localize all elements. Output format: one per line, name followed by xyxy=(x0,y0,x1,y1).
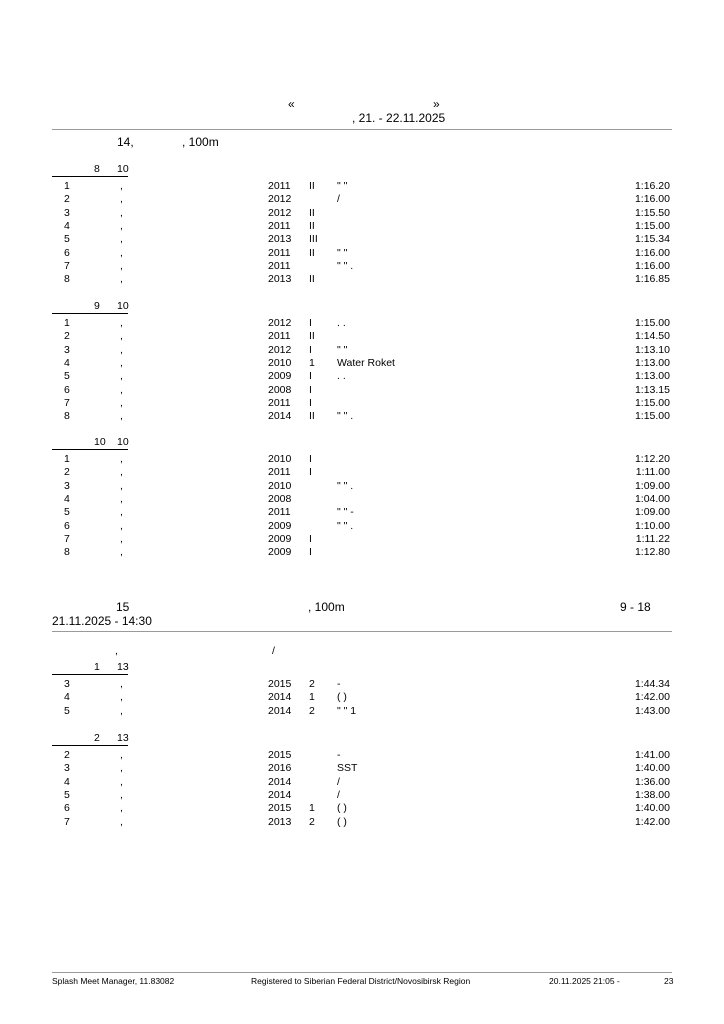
result-row xyxy=(52,776,672,789)
result-place: 4 xyxy=(64,775,70,788)
result-name: , xyxy=(120,519,123,532)
heat-label-number: 2 xyxy=(94,732,100,744)
heat-label-number: 8 xyxy=(94,163,100,175)
result-club: " " . xyxy=(337,479,354,492)
result-entry-time: 1:15.50 xyxy=(634,206,670,219)
heat-underline xyxy=(52,449,128,450)
result-row xyxy=(52,533,672,546)
result-birth-year: 2008 xyxy=(268,492,292,505)
result-rank-class: 1 xyxy=(309,691,315,704)
result-club: " " xyxy=(337,180,348,192)
result-row xyxy=(52,207,672,220)
result-row xyxy=(52,705,672,718)
result-birth-year: 2011 xyxy=(268,466,291,479)
result-club: " " . xyxy=(337,259,354,272)
result-name: , xyxy=(120,396,123,409)
result-rank-class: I xyxy=(309,532,312,545)
result-entry-time: 1:16.85 xyxy=(634,273,670,286)
result-club: - xyxy=(337,749,341,761)
result-place: 3 xyxy=(64,343,70,356)
result-birth-year: 2011 xyxy=(268,180,291,192)
result-place: 7 xyxy=(64,815,70,828)
result-name: , xyxy=(120,370,123,383)
result-rank-class: 2 xyxy=(309,815,315,828)
result-name: , xyxy=(120,466,123,479)
result-place: 4 xyxy=(64,691,70,704)
result-row xyxy=(52,453,672,466)
result-birth-year: 2011 xyxy=(268,396,291,409)
result-rank-class: I xyxy=(309,453,312,465)
result-club: " " . xyxy=(337,519,354,532)
result-place: 6 xyxy=(64,383,70,396)
result-place: 4 xyxy=(64,492,70,505)
event15-sub-comma: , xyxy=(115,645,118,657)
event15-sub-slash: / xyxy=(272,645,275,657)
heat-label-number: 10 xyxy=(94,436,106,448)
result-place: 5 xyxy=(64,370,70,383)
result-name: , xyxy=(120,317,123,329)
result-entry-time: 1:36.00 xyxy=(634,775,670,788)
result-row xyxy=(52,480,672,493)
result-row xyxy=(52,802,672,815)
footer-software: Splash Meet Manager, 11.83082 xyxy=(52,976,175,986)
result-entry-time: 1:16.00 xyxy=(634,193,670,206)
event15-number: 15 xyxy=(116,600,130,614)
result-name: , xyxy=(120,492,123,505)
result-place: 2 xyxy=(64,193,70,206)
result-club: SST xyxy=(337,762,358,775)
result-row xyxy=(52,678,672,691)
heat-label-number: 9 xyxy=(94,300,100,312)
footer-registered: Registered to Siberian Federal District/Novosibirsk Region xyxy=(251,976,471,986)
result-row xyxy=(52,691,672,704)
result-entry-time: 1:13.10 xyxy=(634,343,670,356)
result-birth-year: 2009 xyxy=(268,370,292,383)
result-entry-time: 1:04.00 xyxy=(634,492,670,505)
result-entry-time: 1:13.15 xyxy=(634,383,670,396)
result-row xyxy=(52,506,672,519)
result-club: " " 1 xyxy=(337,704,357,717)
result-entry-time: 1:10.00 xyxy=(634,519,670,532)
result-place: 2 xyxy=(64,330,70,343)
result-row xyxy=(52,273,672,286)
result-entry-time: 1:44.34 xyxy=(634,678,670,690)
result-club: ( ) xyxy=(337,691,347,704)
result-name: , xyxy=(120,219,123,232)
result-row xyxy=(52,193,672,206)
result-entry-time: 1:16.00 xyxy=(634,246,670,259)
result-birth-year: 2010 xyxy=(268,453,292,465)
result-row xyxy=(52,260,672,273)
result-birth-year: 2013 xyxy=(268,815,292,828)
result-place: 8 xyxy=(64,273,70,286)
result-name: , xyxy=(120,532,123,545)
result-row xyxy=(52,233,672,246)
result-entry-time: 1:12.20 xyxy=(634,453,670,465)
result-row xyxy=(52,357,672,370)
result-name: , xyxy=(120,410,123,423)
result-row xyxy=(52,546,672,559)
result-club: / xyxy=(337,775,340,788)
meet-date: , 21. - 22.11.2025 xyxy=(352,111,446,125)
result-club: " " . xyxy=(337,410,354,423)
result-entry-time: 1:13.00 xyxy=(634,356,670,369)
result-row xyxy=(52,493,672,506)
heat-label-total: 13 xyxy=(117,732,129,744)
result-entry-time: 1:43.00 xyxy=(634,704,670,717)
result-entry-time: 1:42.00 xyxy=(634,815,670,828)
result-row xyxy=(52,397,672,410)
result-name: , xyxy=(120,273,123,286)
result-club: " " xyxy=(337,246,348,259)
result-row xyxy=(52,180,672,193)
event15-distance: , 100m xyxy=(308,600,345,614)
event15-age-range: 9 - 18 xyxy=(620,600,651,614)
result-place: 7 xyxy=(64,396,70,409)
result-entry-time: 1:13.00 xyxy=(634,370,670,383)
result-rank-class: II xyxy=(309,330,315,343)
result-birth-year: 2010 xyxy=(268,479,292,492)
heat-label-total: 10 xyxy=(117,436,129,448)
result-entry-time: 1:09.00 xyxy=(634,479,670,492)
result-rank-class: I xyxy=(309,546,312,559)
result-row xyxy=(52,247,672,260)
result-row xyxy=(52,317,672,330)
result-row xyxy=(52,344,672,357)
result-entry-time: 1:09.00 xyxy=(634,506,670,519)
result-place: 3 xyxy=(64,678,70,690)
result-place: 8 xyxy=(64,546,70,559)
result-club: " " xyxy=(337,343,348,356)
result-birth-year: 2011 xyxy=(268,246,291,259)
result-row xyxy=(52,410,672,423)
result-place: 6 xyxy=(64,519,70,532)
result-entry-time: 1:12.80 xyxy=(634,546,670,559)
result-name: , xyxy=(120,180,123,192)
result-birth-year: 2011 xyxy=(268,219,291,232)
result-birth-year: 2014 xyxy=(268,788,292,801)
result-club: - xyxy=(337,678,341,690)
heat-underline xyxy=(52,674,128,675)
result-entry-time: 1:15.00 xyxy=(634,410,670,423)
result-club: / xyxy=(337,193,340,206)
result-place: 3 xyxy=(64,206,70,219)
result-place: 7 xyxy=(64,259,70,272)
result-place: 4 xyxy=(64,219,70,232)
result-name: , xyxy=(120,246,123,259)
result-name: , xyxy=(120,259,123,272)
result-row xyxy=(52,816,672,829)
result-rank-class: I xyxy=(309,317,312,329)
result-rank-class: 2 xyxy=(309,704,315,717)
result-row xyxy=(52,384,672,397)
result-birth-year: 2012 xyxy=(268,193,292,206)
result-entry-time: 1:11.22 xyxy=(635,532,670,545)
result-birth-year: 2009 xyxy=(268,519,292,532)
header-rule xyxy=(52,129,672,130)
result-rank-class: I xyxy=(309,343,312,356)
result-name: , xyxy=(120,479,123,492)
result-name: , xyxy=(120,704,123,717)
result-name: , xyxy=(120,749,123,761)
result-place: 6 xyxy=(64,246,70,259)
result-birth-year: 2011 xyxy=(268,506,291,519)
result-rank-class: II xyxy=(309,410,315,423)
result-entry-time: 1:16.00 xyxy=(634,259,670,272)
result-rank-class: II xyxy=(309,206,315,219)
result-rank-class: II xyxy=(309,246,315,259)
result-rank-class: II xyxy=(309,219,315,232)
heat-underline xyxy=(52,313,128,314)
result-name: , xyxy=(120,506,123,519)
result-name: , xyxy=(120,343,123,356)
result-name: , xyxy=(120,356,123,369)
footer-rule xyxy=(52,972,672,973)
result-place: 8 xyxy=(64,410,70,423)
result-birth-year: 2011 xyxy=(268,259,291,272)
result-rank-class: II xyxy=(309,273,315,286)
result-place: 1 xyxy=(64,180,70,192)
result-club: Water Roket xyxy=(337,356,395,369)
result-birth-year: 2015 xyxy=(268,802,292,815)
result-row xyxy=(52,370,672,383)
result-club: / xyxy=(337,788,340,801)
result-name: , xyxy=(120,788,123,801)
result-name: , xyxy=(120,546,123,559)
event15-datetime: 21.11.2025 - 14:30 xyxy=(52,614,152,628)
result-row xyxy=(52,749,672,762)
result-rank-class: I xyxy=(309,466,312,479)
result-club: . . xyxy=(337,317,346,329)
result-entry-time: 1:15.00 xyxy=(634,396,670,409)
result-row xyxy=(52,330,672,343)
result-place: 2 xyxy=(64,466,70,479)
result-entry-time: 1:16.20 xyxy=(634,180,670,192)
footer-timestamp: 20.11.2025 21:05 - xyxy=(549,976,620,986)
event15-rule xyxy=(52,631,672,632)
result-entry-time: 1:40.00 xyxy=(634,762,670,775)
title-quote-close: » xyxy=(433,97,440,111)
result-rank-class: I xyxy=(309,383,312,396)
result-birth-year: 2009 xyxy=(268,546,292,559)
result-name: , xyxy=(120,206,123,219)
result-entry-time: 1:42.00 xyxy=(634,691,670,704)
result-birth-year: 2011 xyxy=(268,330,291,343)
result-birth-year: 2012 xyxy=(268,206,292,219)
result-place: 1 xyxy=(64,317,70,329)
result-birth-year: 2013 xyxy=(268,273,292,286)
event14-number: 14, xyxy=(117,135,134,149)
result-entry-time: 1:40.00 xyxy=(634,802,670,815)
result-name: , xyxy=(120,383,123,396)
result-name: , xyxy=(120,762,123,775)
result-birth-year: 2015 xyxy=(268,678,292,690)
heat-underline xyxy=(52,176,128,177)
result-rank-class: II xyxy=(309,180,315,192)
result-birth-year: 2013 xyxy=(268,233,292,246)
title-quote-open: « xyxy=(288,97,295,111)
result-name: , xyxy=(120,330,123,343)
result-name: , xyxy=(120,815,123,828)
result-birth-year: 2014 xyxy=(268,410,292,423)
heat-underline xyxy=(52,745,128,746)
result-row xyxy=(52,789,672,802)
result-place: 3 xyxy=(64,479,70,492)
result-rank-class: I xyxy=(309,370,312,383)
result-birth-year: 2014 xyxy=(268,691,292,704)
result-place: 5 xyxy=(64,704,70,717)
result-birth-year: 2014 xyxy=(268,704,292,717)
result-entry-time: 1:41.00 xyxy=(634,749,670,761)
result-row xyxy=(52,220,672,233)
result-birth-year: 2008 xyxy=(268,383,292,396)
result-row xyxy=(52,762,672,775)
result-name: , xyxy=(120,453,123,465)
result-name: , xyxy=(120,691,123,704)
result-club: . . xyxy=(337,370,346,383)
result-place: 1 xyxy=(64,453,70,465)
result-place: 7 xyxy=(64,532,70,545)
result-place: 5 xyxy=(64,233,70,246)
result-entry-time: 1:15.00 xyxy=(634,219,670,232)
result-birth-year: 2009 xyxy=(268,532,292,545)
result-name: , xyxy=(120,775,123,788)
result-birth-year: 2012 xyxy=(268,317,292,329)
result-name: , xyxy=(120,678,123,690)
result-club: ( ) xyxy=(337,802,347,815)
result-place: 4 xyxy=(64,356,70,369)
result-entry-time: 1:11.00 xyxy=(635,466,670,479)
result-name: , xyxy=(120,193,123,206)
result-entry-time: 1:15.34 xyxy=(634,233,670,246)
result-entry-time: 1:15.00 xyxy=(634,317,670,329)
result-place: 5 xyxy=(64,788,70,801)
result-club: ( ) xyxy=(337,815,347,828)
result-row xyxy=(52,466,672,479)
result-row xyxy=(52,520,672,533)
result-club: " " - xyxy=(337,506,354,519)
result-birth-year: 2015 xyxy=(268,749,292,761)
heat-label-number: 1 xyxy=(94,661,100,673)
result-place: 3 xyxy=(64,762,70,775)
result-place: 6 xyxy=(64,802,70,815)
result-birth-year: 2012 xyxy=(268,343,292,356)
result-rank-class: 2 xyxy=(309,678,315,690)
result-rank-class: I xyxy=(309,396,312,409)
result-rank-class: 1 xyxy=(309,802,315,815)
result-entry-time: 1:38.00 xyxy=(634,788,670,801)
result-rank-class: 1 xyxy=(309,356,315,369)
result-entry-time: 1:14.50 xyxy=(634,330,670,343)
result-place: 5 xyxy=(64,506,70,519)
event14-distance: , 100m xyxy=(182,135,219,149)
result-place: 2 xyxy=(64,749,70,761)
heat-label-total: 10 xyxy=(117,163,129,175)
result-birth-year: 2014 xyxy=(268,775,292,788)
result-birth-year: 2016 xyxy=(268,762,292,775)
result-rank-class: III xyxy=(309,233,318,246)
result-name: , xyxy=(120,802,123,815)
result-name: , xyxy=(120,233,123,246)
heat-label-total: 10 xyxy=(117,300,129,312)
result-birth-year: 2010 xyxy=(268,356,292,369)
footer-page-number: 23 xyxy=(664,976,674,986)
heat-label-total: 13 xyxy=(117,661,129,673)
